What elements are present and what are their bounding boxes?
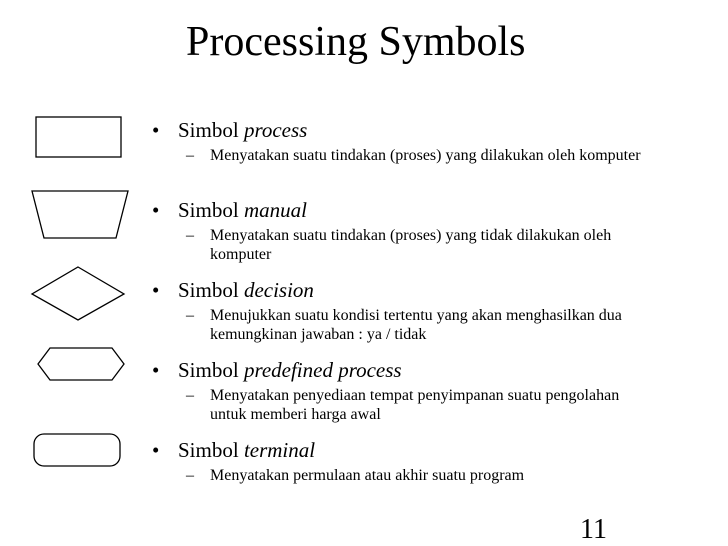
bullet-glyph: • (152, 198, 160, 222)
bullet-glyph: • (152, 358, 160, 382)
dash-glyph: – (186, 307, 194, 324)
process-symbol-icon (36, 117, 121, 157)
bullet-label: Simbol (178, 278, 239, 302)
sub-bullet-text: Menyatakan permulaan atau akhir suatu program (210, 467, 525, 484)
bullet-label: Simbol (178, 438, 239, 462)
bullet-label: Simbol (178, 118, 239, 142)
bullet-heading (150, 198, 710, 222)
bullet-heading (150, 118, 710, 142)
dash-glyph: – (186, 147, 194, 164)
terminal-symbol-icon (34, 434, 120, 466)
bullet-term: manual (243, 198, 307, 222)
bullet-glyph: • (152, 438, 160, 462)
bullet-heading (150, 278, 710, 302)
decision-symbol-icon (32, 267, 124, 320)
bullet-term: predefined process (243, 358, 402, 382)
bullet-label: Simbol (178, 198, 239, 222)
bullet-term: terminal (243, 438, 316, 462)
bullet-label: Simbol (178, 358, 239, 382)
bullet-item-predefined-process (150, 358, 710, 424)
dash-glyph: – (186, 467, 194, 484)
slide-title: Processing Symbols (186, 19, 526, 65)
bullet-item-process (150, 118, 710, 165)
sub-bullet (150, 226, 650, 264)
bullet-glyph: • (152, 278, 160, 302)
bullet-item-decision (150, 278, 710, 344)
sub-bullet-text: Menyatakan suatu tindakan (proses) yang tidak dilakukan oleh komputer (210, 227, 612, 263)
bullet-item-manual (150, 198, 710, 264)
page-number: 11 (580, 514, 607, 545)
flowchart-symbols (0, 0, 150, 546)
predefined-process-symbol-icon (38, 348, 124, 380)
bullet-term: decision (243, 278, 314, 302)
sub-bullet-text: Menyatakan penyediaan tempat penyimpanan suatu pengolahan untuk memberi harga awal (210, 387, 620, 423)
bullet-heading (150, 358, 710, 382)
manual-operation-symbol-icon (32, 191, 128, 238)
bullet-item-terminal (150, 438, 710, 485)
sub-bullet (150, 306, 650, 344)
bullet-heading (150, 438, 710, 462)
sub-bullet (150, 466, 650, 485)
sub-bullet-text: Menujukkan suatu kondisi tertentu yang akan menghasilkan dua kemungkinan jawaban : ya / tidak (210, 307, 622, 343)
dash-glyph: – (186, 387, 194, 404)
sub-bullet-text: Menyatakan suatu tindakan (proses) yang dilakukan oleh komputer (210, 147, 641, 164)
dash-glyph: – (186, 227, 194, 244)
sub-bullet (150, 386, 650, 424)
bullet-term: process (243, 118, 308, 142)
sub-bullet (150, 146, 650, 165)
bullet-glyph: • (152, 118, 160, 142)
